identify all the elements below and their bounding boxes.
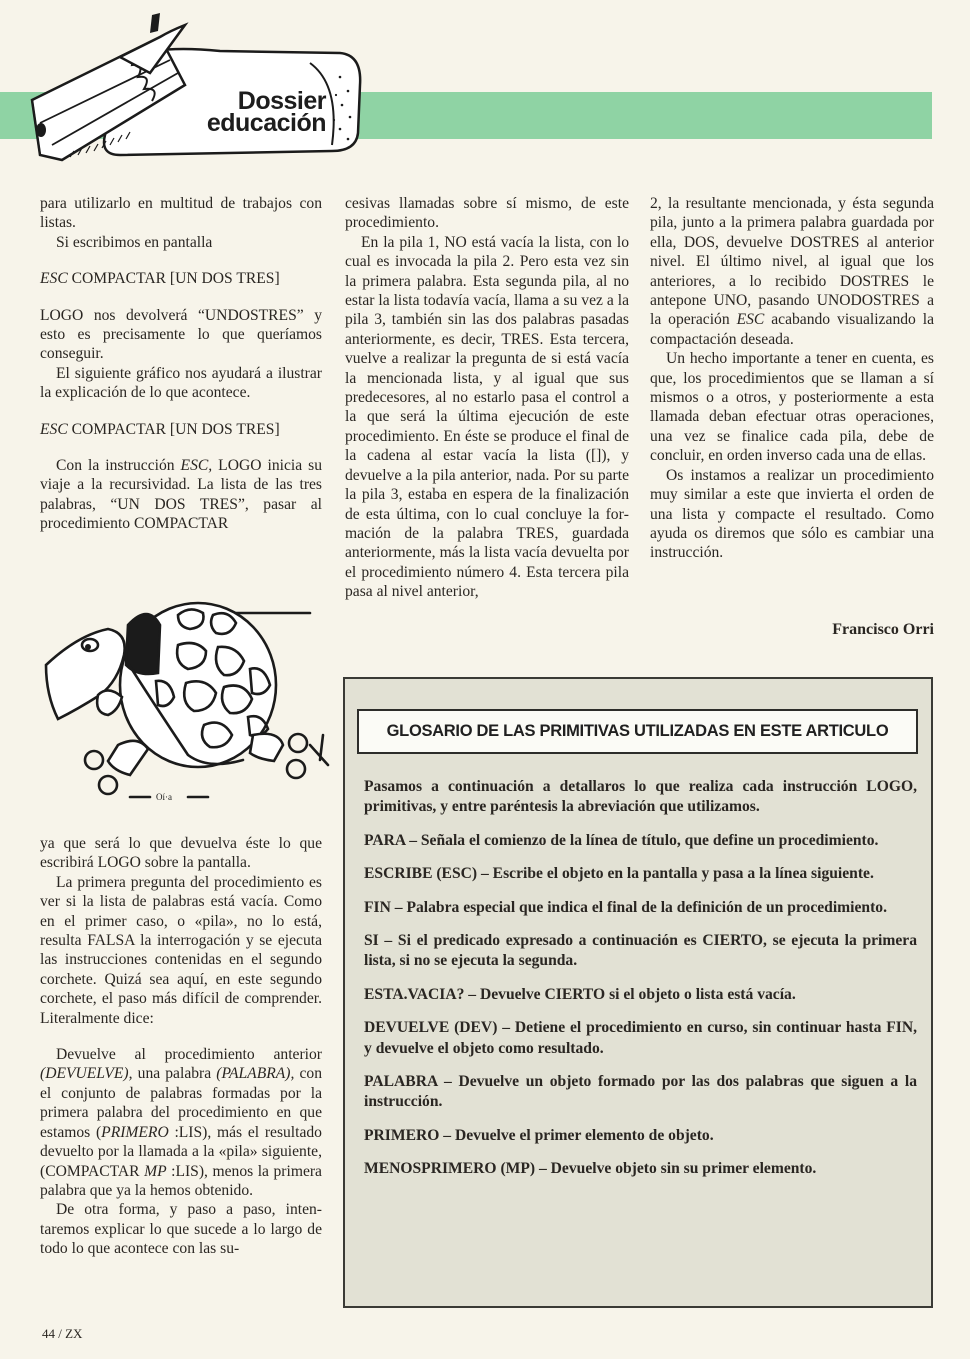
page-number: 44 / ZX	[42, 1326, 83, 1341]
paragraph: De otra forma, y paso a paso, intentaremos explicar lo que sucede a lo largo de todo lo que acontece con las su-	[40, 1201, 322, 1258]
paragraph: para utilizarlo en multitud de trabajos con listas.	[40, 195, 322, 232]
glossary-entry: FIN – Palabra especial que indica el final de la definición de un procedimiento.	[364, 898, 887, 916]
section-title-line1: Dossier	[237, 87, 326, 115]
paragraph: El siguiente gráfico nos ayudará a ilustrar la explicación de lo que acontece.	[40, 364, 322, 402]
author-byline: Francisco Orri	[832, 621, 934, 638]
text-run: acabando visualizando la compactación deseada.	[650, 311, 935, 348]
glossary-box	[343, 677, 933, 1308]
turtle-illustration	[38, 585, 338, 805]
glossary-entry: MENOSPRIMERO (MP) – Devuelve objeto sin su primer elemento.	[364, 1160, 817, 1178]
text-run-italic: (PALABRA),	[216, 1065, 295, 1083]
paragraph	[650, 194, 934, 349]
illustration-signature: Oí·a	[156, 792, 172, 802]
text-run-italic: (DEVUELVE),	[40, 1065, 133, 1083]
text-run-italic: PRIMERO	[101, 1123, 169, 1141]
paragraph: La primera pregunta del procedimiento es ver si la lista de palabras está vacía. Como en el primer caso, o «pila», no lo está, resulta FALSA la interrogación y se ejecuta las instrucciones contenidas en el segundo corchete. Quizá sea aquí, en este segundo corchete, el paso más difícil de comprender. Literalmente dice:	[40, 873, 322, 1027]
text-run: Devuelve al procedimiento anterior	[56, 1046, 322, 1064]
turtle-roller-skates-icon	[38, 585, 338, 805]
glossary-entry: PALABRA – Devuelve un objeto formado por las dos palabras que siguen a la instrucción.	[364, 1073, 917, 1111]
text-run-italic: ESC,	[180, 457, 213, 475]
section-title-line2: educación	[206, 109, 326, 137]
text-run-italic: ESC	[736, 311, 765, 329]
code-command: ESC	[40, 270, 68, 288]
paragraph: Si escribimos en pantalla	[56, 233, 213, 251]
article-column-1-top	[40, 194, 322, 534]
text-run: :LIS), menos la primera palabra que ya la hemos obtenido.	[40, 1162, 322, 1199]
text-run: LOGO inicia su viaje a la recursividad. La lista de las tres palabras, “UN DOS TRES”, pasar al procedimiento COMPACTAR	[40, 457, 322, 533]
paragraph	[40, 456, 322, 534]
text-run: 2, la resultante mencionada, y ésta segunda pila, junto a la primera palabra guardada por ella, DOS, devuelve DOSTRES al anterior nivel. El último nivel, al igual que los anteriores, a lo recibido DOSTRES le antepone UNO, pasando UNODOSTRES a la operación	[650, 195, 934, 329]
section-logo	[10, 5, 380, 170]
code-example	[40, 269, 322, 288]
paragraph: Un hecho importante a tener en cuenta, es que, los procedimientos que se llaman a sí mismos o a otros, y posteriormente a esta llamada deban efectuar otras operaciones, una vez se finalice cada pila, debe de concluir, en orden inverso cada una de ellas.	[650, 350, 934, 465]
article-column-1-bottom	[40, 834, 322, 1259]
code-example	[40, 420, 322, 439]
glossary-entry: ESCRIBE (ESC) – Escribe el objeto en la pantalla y pasa a la línea siguiente.	[364, 865, 874, 883]
paragraph: cesivas llamadas sobre sí mismo, de este procedimiento.	[345, 195, 629, 232]
glossary-title: GLOSARIO DE LAS PRIMITIVAS UTILIZADAS EN ESTE ARTICULO	[357, 709, 918, 754]
glossary-body	[364, 777, 917, 1193]
article-column-2	[345, 194, 629, 602]
glossary-entry: PARA – Señala el comienzo de la línea de título, que define un procedimiento.	[364, 831, 879, 849]
paragraph: En la pila 1, NO está vacía la lista, con lo cual es invocada la pila 2. Pero esta vez sin la primera palabra. Esta segunda pila, al no estar la lista todavía vacía, llama a su vez a la pila 3, también sin las dos palabras pasadas anteriormente, es decir, TRES. Esta tercera, vuelve a realizar la pregunta de si está vacía la mencionada lista, y al igual que sus predecesores, al no estarlo pasa el control a la que será la última ejecución de este procedimiento. En éste se produce el final de la cadena al estar vacía la lista ([]), y devuelve a la pila anterior, nada. Por su parte la pila 3, estaba en espera de la finalización de esta última, con lo cual concluye la formación de la palabra TRES, guardada anteriormente, más la lista vacía devuelta por el procedimiento número 4. Esta tercera pila pasa al nivel anterior,	[345, 233, 629, 601]
section-title	[186, 87, 326, 137]
text-run-italic: MP	[144, 1162, 167, 1180]
glossary-entry: DEVUELVE (DEV) – Detiene el procedimiento en curso, sin continuar hasta FIN, y devuelve el objeto como resultado.	[364, 1019, 917, 1057]
text-run: Con la instrucción	[56, 457, 181, 475]
article-column-3	[650, 194, 934, 563]
text-run: :LIS), más el resultado devuelto por la llamada a la «pila» siguiente, (COMPACTAR	[40, 1123, 322, 1180]
text-run: con el conjunto de palabras formadas por la primera palabra del procedimiento en que estamos (	[40, 1065, 322, 1141]
glossary-entry: SI – Si el predicado expresado a continuación es CIERTO, se ejecuta la primera lista, si no se ejecuta la segunda.	[364, 932, 917, 970]
glossary-entry: ESTA.VACIA? – Devuelve CIERTO si el objeto o lista está vacía.	[364, 985, 796, 1003]
code-command: ESC	[40, 420, 68, 438]
glossary-intro: Pasamos a continuación a detallaros lo que realiza cada instrucción LOGO, primitivas, y entre paréntesis la abreviación que utilizamos.	[364, 778, 917, 816]
code-args: COMPACTAR [UN DOS TRES]	[67, 420, 280, 438]
paragraph	[40, 1045, 322, 1200]
glossary-entry: PRIMERO – Devuelve el primer elemento de objeto.	[364, 1126, 714, 1144]
paragraph: Os instamos a realizar un procedimiento muy similar a este que invierta el orden de una lista y compacte el resultado. Como ayuda os diremos que sólo es cambiar una instrucción.	[650, 466, 934, 562]
paragraph: ya que será lo que devuelva éste lo que escribirá LOGO sobre la pantalla.	[40, 835, 322, 872]
paragraph: LOGO nos devolverá “UNDOSTRES” y esto es precisamente lo que queríamos conseguir.	[40, 306, 322, 363]
text-run: una palabra	[132, 1065, 217, 1083]
code-args: COMPACTAR [UN DOS TRES]	[67, 270, 280, 288]
